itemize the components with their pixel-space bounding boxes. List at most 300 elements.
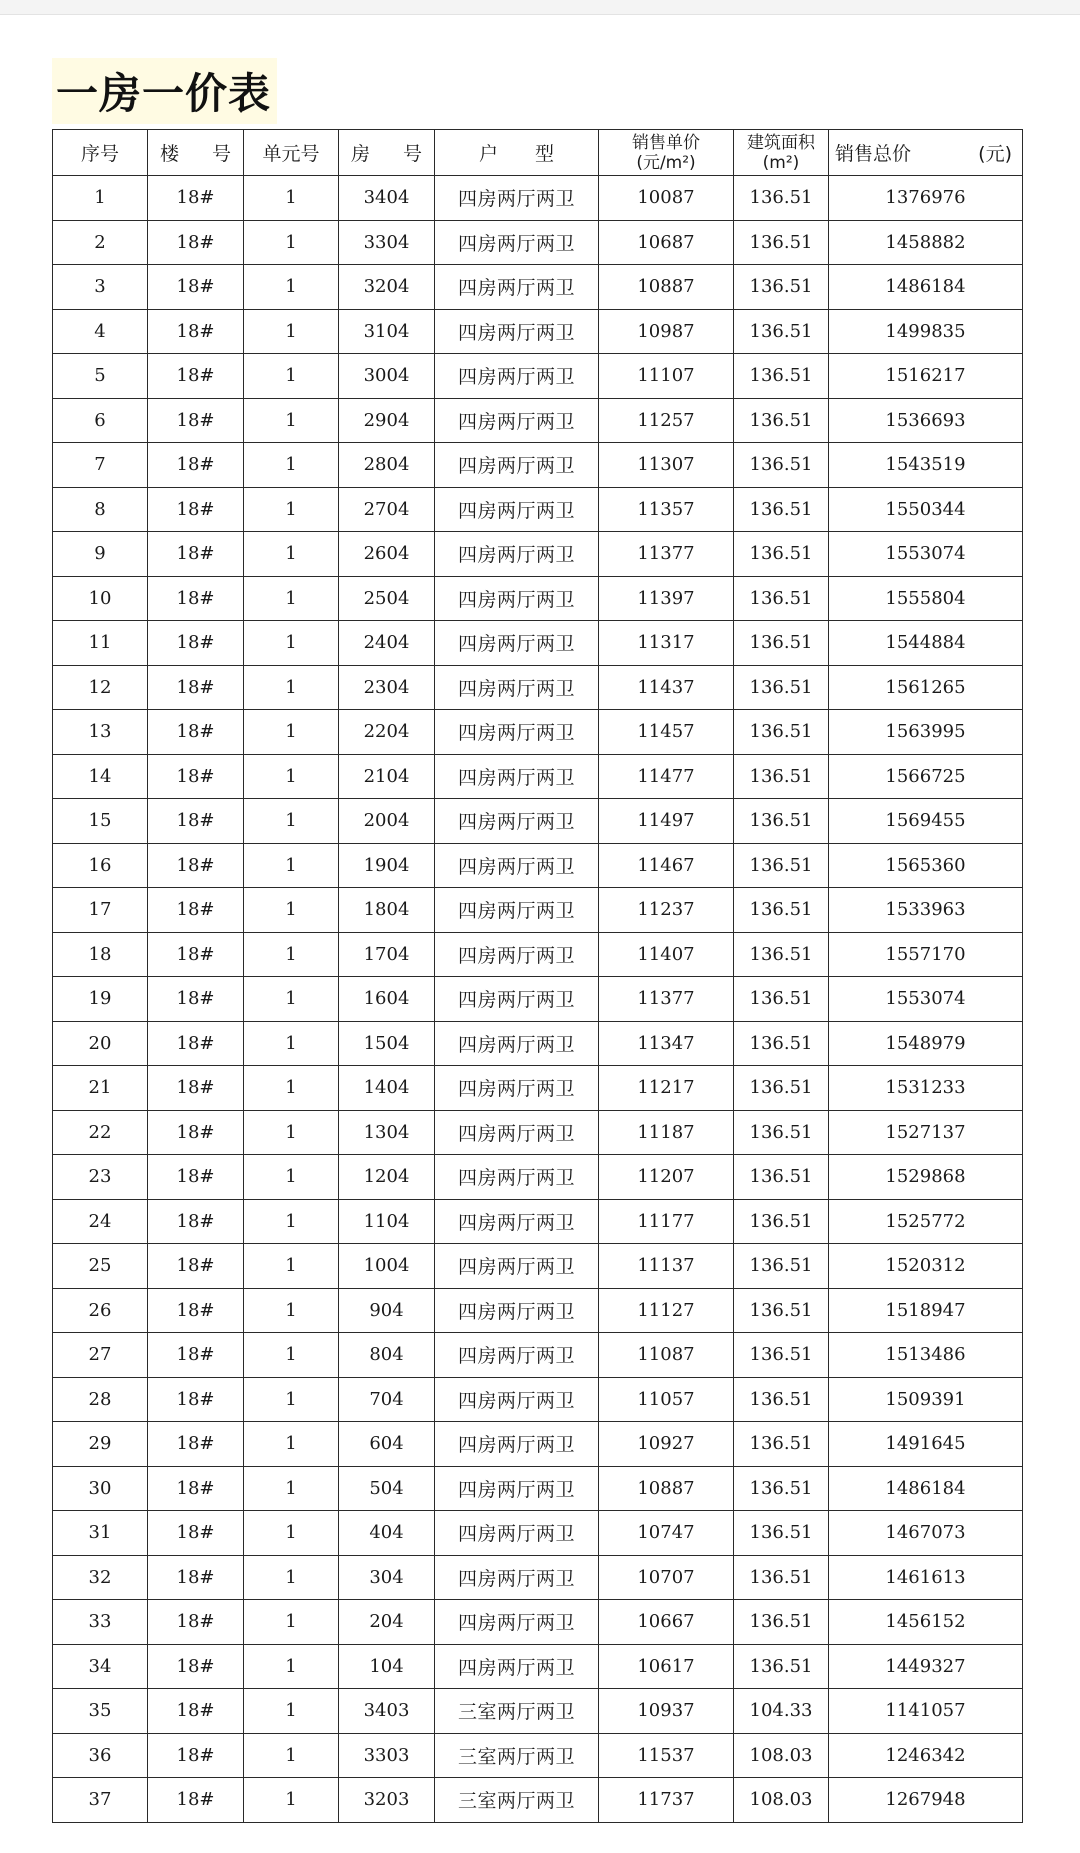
cell-room: 1004 <box>339 1244 435 1289</box>
cell-building: 18# <box>148 1288 244 1333</box>
cell-room: 404 <box>339 1511 435 1556</box>
table-row <box>53 487 1023 532</box>
cell-seq: 9 <box>53 532 148 577</box>
cell-seq: 4 <box>53 309 148 354</box>
cell-building: 18# <box>148 1155 244 1200</box>
cell-room: 2104 <box>339 754 435 799</box>
cell-room: 804 <box>339 1333 435 1378</box>
table-row <box>53 1511 1023 1556</box>
cell-area: 136.51 <box>734 576 829 621</box>
cell-seq: 1 <box>53 176 148 221</box>
table-row <box>53 1689 1023 1734</box>
cell-room: 3104 <box>339 309 435 354</box>
cell-unit: 1 <box>244 309 339 354</box>
cell-total-price: 1449327 <box>829 1644 1023 1689</box>
cell-area: 136.51 <box>734 309 829 354</box>
cell-type: 四房两厅两卫 <box>435 754 599 799</box>
cell-unit: 1 <box>244 443 339 488</box>
cell-type: 四房两厅两卫 <box>435 220 599 265</box>
cell-area: 136.51 <box>734 1021 829 1066</box>
cell-seq: 8 <box>53 487 148 532</box>
cell-building: 18# <box>148 1733 244 1778</box>
cell-total-price: 1513486 <box>829 1333 1023 1378</box>
cell-room: 1704 <box>339 932 435 977</box>
cell-room: 1204 <box>339 1155 435 1200</box>
cell-unit-price: 10987 <box>599 309 734 354</box>
cell-type: 四房两厅两卫 <box>435 265 599 310</box>
cell-seq: 35 <box>53 1689 148 1734</box>
cell-area: 136.51 <box>734 1555 829 1600</box>
cell-type: 四房两厅两卫 <box>435 1288 599 1333</box>
cell-unit: 1 <box>244 220 339 265</box>
cell-total-price: 1376976 <box>829 176 1023 221</box>
cell-building: 18# <box>148 1377 244 1422</box>
table-body <box>53 176 1023 1823</box>
cell-unit: 1 <box>244 1466 339 1511</box>
table-row <box>53 532 1023 577</box>
cell-total-price: 1520312 <box>829 1244 1023 1289</box>
cell-unit: 1 <box>244 1333 339 1378</box>
cell-room: 2904 <box>339 398 435 443</box>
cell-building: 18# <box>148 265 244 310</box>
cell-unit-price: 11187 <box>599 1110 734 1155</box>
cell-total-price: 1565360 <box>829 843 1023 888</box>
cell-unit: 1 <box>244 843 339 888</box>
header-row <box>53 130 1023 176</box>
cell-type: 四房两厅两卫 <box>435 309 599 354</box>
cell-unit-price: 11347 <box>599 1021 734 1066</box>
cell-total-price: 1486184 <box>829 1466 1023 1511</box>
cell-building: 18# <box>148 1021 244 1066</box>
cell-seq: 32 <box>53 1555 148 1600</box>
cell-unit: 1 <box>244 621 339 666</box>
cell-unit: 1 <box>244 176 339 221</box>
cell-unit: 1 <box>244 1511 339 1556</box>
cell-area: 136.51 <box>734 1600 829 1645</box>
cell-building: 18# <box>148 1244 244 1289</box>
cell-building: 18# <box>148 1511 244 1556</box>
cell-building: 18# <box>148 398 244 443</box>
cell-room: 204 <box>339 1600 435 1645</box>
cell-room: 3004 <box>339 354 435 399</box>
table-row <box>53 1199 1023 1244</box>
cell-building: 18# <box>148 932 244 977</box>
cell-unit: 1 <box>244 754 339 799</box>
table-row <box>53 1733 1023 1778</box>
cell-area: 136.51 <box>734 1199 829 1244</box>
cell-area: 136.51 <box>734 799 829 844</box>
cell-unit-price: 11177 <box>599 1199 734 1244</box>
cell-total-price: 1543519 <box>829 443 1023 488</box>
cell-type: 三室两厅两卫 <box>435 1733 599 1778</box>
cell-area: 136.51 <box>734 354 829 399</box>
table-row <box>53 354 1023 399</box>
cell-area: 136.51 <box>734 265 829 310</box>
cell-unit: 1 <box>244 1288 339 1333</box>
header-building: 楼 号 <box>148 130 244 176</box>
table-row <box>53 799 1023 844</box>
cell-room: 3203 <box>339 1778 435 1823</box>
cell-area: 136.51 <box>734 977 829 1022</box>
cell-building: 18# <box>148 621 244 666</box>
table-row <box>53 1466 1023 1511</box>
cell-seq: 20 <box>53 1021 148 1066</box>
cell-type: 四房两厅两卫 <box>435 1511 599 1556</box>
cell-unit: 1 <box>244 1377 339 1422</box>
cell-unit: 1 <box>244 1422 339 1467</box>
cell-type: 四房两厅两卫 <box>435 843 599 888</box>
cell-unit-price: 10937 <box>599 1689 734 1734</box>
cell-building: 18# <box>148 220 244 265</box>
cell-seq: 23 <box>53 1155 148 1200</box>
cell-total-price: 1525772 <box>829 1199 1023 1244</box>
cell-room: 3403 <box>339 1689 435 1734</box>
cell-building: 18# <box>148 176 244 221</box>
cell-room: 2004 <box>339 799 435 844</box>
cell-total-price: 1246342 <box>829 1733 1023 1778</box>
cell-area: 136.51 <box>734 1110 829 1155</box>
cell-type: 四房两厅两卫 <box>435 176 599 221</box>
cell-unit-price: 11407 <box>599 932 734 977</box>
cell-room: 1904 <box>339 843 435 888</box>
table-row <box>53 621 1023 666</box>
cell-total-price: 1516217 <box>829 354 1023 399</box>
cell-total-price: 1566725 <box>829 754 1023 799</box>
cell-seq: 6 <box>53 398 148 443</box>
cell-type: 四房两厅两卫 <box>435 977 599 1022</box>
cell-unit: 1 <box>244 665 339 710</box>
cell-building: 18# <box>148 532 244 577</box>
cell-area: 136.51 <box>734 1244 829 1289</box>
cell-unit-price: 11377 <box>599 532 734 577</box>
header-room: 房 号 <box>339 130 435 176</box>
cell-area: 108.03 <box>734 1778 829 1823</box>
table-row <box>53 977 1023 1022</box>
cell-building: 18# <box>148 1600 244 1645</box>
cell-seq: 7 <box>53 443 148 488</box>
cell-type: 四房两厅两卫 <box>435 443 599 488</box>
cell-seq: 16 <box>53 843 148 888</box>
cell-total-price: 1491645 <box>829 1422 1023 1467</box>
cell-area: 136.51 <box>734 1377 829 1422</box>
cell-building: 18# <box>148 977 244 1022</box>
cell-unit: 1 <box>244 1155 339 1200</box>
cell-room: 904 <box>339 1288 435 1333</box>
table-row <box>53 1600 1023 1645</box>
cell-seq: 36 <box>53 1733 148 1778</box>
cell-area: 136.51 <box>734 888 829 933</box>
table-row <box>53 1066 1023 1111</box>
cell-type: 三室两厅两卫 <box>435 1689 599 1734</box>
cell-seq: 17 <box>53 888 148 933</box>
cell-unit-price: 10707 <box>599 1555 734 1600</box>
cell-unit: 1 <box>244 398 339 443</box>
cell-total-price: 1531233 <box>829 1066 1023 1111</box>
cell-seq: 18 <box>53 932 148 977</box>
table-row <box>53 665 1023 710</box>
cell-total-price: 1527137 <box>829 1110 1023 1155</box>
cell-seq: 11 <box>53 621 148 666</box>
cell-type: 四房两厅两卫 <box>435 888 599 933</box>
cell-unit-price: 10887 <box>599 1466 734 1511</box>
cell-unit-price: 10887 <box>599 265 734 310</box>
cell-unit-price: 10927 <box>599 1422 734 1467</box>
cell-room: 104 <box>339 1644 435 1689</box>
cell-room: 1604 <box>339 977 435 1022</box>
cell-area: 136.51 <box>734 1466 829 1511</box>
page-title: 一房一价表 <box>56 69 272 118</box>
table-row <box>53 888 1023 933</box>
cell-unit-price: 10667 <box>599 1600 734 1645</box>
cell-area: 136.51 <box>734 843 829 888</box>
cell-unit: 1 <box>244 977 339 1022</box>
cell-building: 18# <box>148 1110 244 1155</box>
cell-building: 18# <box>148 1333 244 1378</box>
cell-unit: 1 <box>244 932 339 977</box>
cell-area: 136.51 <box>734 220 829 265</box>
cell-seq: 14 <box>53 754 148 799</box>
cell-type: 四房两厅两卫 <box>435 1422 599 1467</box>
table-row <box>53 576 1023 621</box>
cell-type: 四房两厅两卫 <box>435 1466 599 1511</box>
cell-type: 四房两厅两卫 <box>435 354 599 399</box>
cell-seq: 15 <box>53 799 148 844</box>
header-total-price: 销售总价 (元) <box>829 130 1023 176</box>
cell-building: 18# <box>148 799 244 844</box>
cell-unit: 1 <box>244 1199 339 1244</box>
cell-total-price: 1518947 <box>829 1288 1023 1333</box>
cell-building: 18# <box>148 1689 244 1734</box>
cell-seq: 24 <box>53 1199 148 1244</box>
cell-type: 四房两厅两卫 <box>435 1333 599 1378</box>
cell-room: 604 <box>339 1422 435 1467</box>
cell-room: 1104 <box>339 1199 435 1244</box>
cell-building: 18# <box>148 888 244 933</box>
cell-room: 3204 <box>339 265 435 310</box>
table-row <box>53 265 1023 310</box>
cell-total-price: 1458882 <box>829 220 1023 265</box>
table-row <box>53 1110 1023 1155</box>
cell-room: 3304 <box>339 220 435 265</box>
cell-seq: 25 <box>53 1244 148 1289</box>
cell-area: 136.51 <box>734 621 829 666</box>
cell-type: 四房两厅两卫 <box>435 932 599 977</box>
cell-building: 18# <box>148 309 244 354</box>
cell-unit: 1 <box>244 1021 339 1066</box>
cell-area: 136.51 <box>734 710 829 755</box>
cell-room: 3404 <box>339 176 435 221</box>
cell-seq: 13 <box>53 710 148 755</box>
top-status-strip <box>0 0 1080 15</box>
cell-type: 四房两厅两卫 <box>435 487 599 532</box>
cell-type: 四房两厅两卫 <box>435 1066 599 1111</box>
header-unit: 单元号 <box>244 130 339 176</box>
cell-type: 四房两厅两卫 <box>435 1244 599 1289</box>
cell-area: 136.51 <box>734 1155 829 1200</box>
cell-room: 2304 <box>339 665 435 710</box>
cell-area: 136.51 <box>734 443 829 488</box>
cell-unit: 1 <box>244 487 339 532</box>
cell-building: 18# <box>148 354 244 399</box>
cell-area: 136.51 <box>734 1333 829 1378</box>
cell-unit-price: 11457 <box>599 710 734 755</box>
cell-total-price: 1553074 <box>829 977 1023 1022</box>
cell-seq: 10 <box>53 576 148 621</box>
cell-unit-price: 11237 <box>599 888 734 933</box>
cell-total-price: 1461613 <box>829 1555 1023 1600</box>
cell-total-price: 1544884 <box>829 621 1023 666</box>
cell-building: 18# <box>148 1778 244 1823</box>
cell-area: 136.51 <box>734 532 829 577</box>
cell-seq: 29 <box>53 1422 148 1467</box>
cell-total-price: 1557170 <box>829 932 1023 977</box>
cell-unit: 1 <box>244 799 339 844</box>
cell-seq: 26 <box>53 1288 148 1333</box>
table-row <box>53 843 1023 888</box>
cell-area: 136.51 <box>734 398 829 443</box>
title-highlight <box>52 58 277 124</box>
cell-seq: 12 <box>53 665 148 710</box>
table-row <box>53 932 1023 977</box>
cell-room: 2704 <box>339 487 435 532</box>
cell-unit: 1 <box>244 888 339 933</box>
table-row <box>53 1422 1023 1467</box>
table-row <box>53 176 1023 221</box>
cell-building: 18# <box>148 1466 244 1511</box>
cell-unit-price: 11217 <box>599 1066 734 1111</box>
cell-seq: 30 <box>53 1466 148 1511</box>
header-seq: 序号 <box>53 130 148 176</box>
price-table <box>52 129 1023 1823</box>
table-row <box>53 1778 1023 1823</box>
table-row <box>53 1244 1023 1289</box>
cell-area: 136.51 <box>734 1066 829 1111</box>
cell-unit-price: 11137 <box>599 1244 734 1289</box>
cell-unit: 1 <box>244 1555 339 1600</box>
cell-total-price: 1569455 <box>829 799 1023 844</box>
cell-unit-price: 11537 <box>599 1733 734 1778</box>
cell-type: 四房两厅两卫 <box>435 1155 599 1200</box>
cell-unit-price: 11477 <box>599 754 734 799</box>
cell-unit-price: 11257 <box>599 398 734 443</box>
cell-unit: 1 <box>244 1244 339 1289</box>
cell-unit: 1 <box>244 1778 339 1823</box>
cell-unit-price: 11087 <box>599 1333 734 1378</box>
cell-type: 三室两厅两卫 <box>435 1778 599 1823</box>
cell-type: 四房两厅两卫 <box>435 1021 599 1066</box>
cell-unit-price: 11737 <box>599 1778 734 1823</box>
cell-area: 136.51 <box>734 1511 829 1556</box>
cell-area: 136.51 <box>734 754 829 799</box>
table-row <box>53 443 1023 488</box>
cell-room: 504 <box>339 1466 435 1511</box>
cell-unit: 1 <box>244 710 339 755</box>
cell-type: 四房两厅两卫 <box>435 398 599 443</box>
cell-room: 704 <box>339 1377 435 1422</box>
cell-type: 四房两厅两卫 <box>435 621 599 666</box>
cell-unit-price: 11127 <box>599 1288 734 1333</box>
cell-room: 1304 <box>339 1110 435 1155</box>
cell-building: 18# <box>148 1066 244 1111</box>
cell-unit-price: 11357 <box>599 487 734 532</box>
cell-area: 136.51 <box>734 176 829 221</box>
cell-room: 1504 <box>339 1021 435 1066</box>
cell-room: 1804 <box>339 888 435 933</box>
cell-seq: 33 <box>53 1600 148 1645</box>
cell-area: 136.51 <box>734 665 829 710</box>
cell-building: 18# <box>148 710 244 755</box>
cell-type: 四房两厅两卫 <box>435 1644 599 1689</box>
cell-building: 18# <box>148 443 244 488</box>
cell-type: 四房两厅两卫 <box>435 576 599 621</box>
cell-seq: 27 <box>53 1333 148 1378</box>
cell-room: 1404 <box>339 1066 435 1111</box>
cell-total-price: 1563995 <box>829 710 1023 755</box>
cell-type: 四房两厅两卫 <box>435 665 599 710</box>
cell-total-price: 1509391 <box>829 1377 1023 1422</box>
cell-seq: 3 <box>53 265 148 310</box>
cell-total-price: 1550344 <box>829 487 1023 532</box>
cell-total-price: 1561265 <box>829 665 1023 710</box>
cell-building: 18# <box>148 1422 244 1467</box>
cell-unit: 1 <box>244 1110 339 1155</box>
table-row <box>53 1155 1023 1200</box>
cell-unit-price: 10747 <box>599 1511 734 1556</box>
cell-total-price: 1529868 <box>829 1155 1023 1200</box>
cell-type: 四房两厅两卫 <box>435 1555 599 1600</box>
table-row <box>53 1021 1023 1066</box>
cell-unit-price: 11207 <box>599 1155 734 1200</box>
cell-unit-price: 11057 <box>599 1377 734 1422</box>
cell-total-price: 1486184 <box>829 265 1023 310</box>
cell-type: 四房两厅两卫 <box>435 1199 599 1244</box>
cell-unit-price: 11307 <box>599 443 734 488</box>
cell-type: 四房两厅两卫 <box>435 710 599 755</box>
cell-unit: 1 <box>244 1066 339 1111</box>
cell-room: 2504 <box>339 576 435 621</box>
cell-area: 136.51 <box>734 1422 829 1467</box>
cell-total-price: 1533963 <box>829 888 1023 933</box>
cell-total-price: 1141057 <box>829 1689 1023 1734</box>
cell-total-price: 1553074 <box>829 532 1023 577</box>
header-type: 户 型 <box>435 130 599 176</box>
cell-total-price: 1467073 <box>829 1511 1023 1556</box>
cell-area: 136.51 <box>734 1644 829 1689</box>
cell-room: 2404 <box>339 621 435 666</box>
cell-unit-price: 11497 <box>599 799 734 844</box>
cell-total-price: 1555804 <box>829 576 1023 621</box>
cell-seq: 21 <box>53 1066 148 1111</box>
cell-unit-price: 11377 <box>599 977 734 1022</box>
cell-seq: 28 <box>53 1377 148 1422</box>
cell-type: 四房两厅两卫 <box>435 532 599 577</box>
cell-unit: 1 <box>244 1644 339 1689</box>
table-row <box>53 220 1023 265</box>
cell-area: 104.33 <box>734 1689 829 1734</box>
cell-building: 18# <box>148 487 244 532</box>
cell-unit-price: 11397 <box>599 576 734 621</box>
cell-seq: 37 <box>53 1778 148 1823</box>
cell-type: 四房两厅两卫 <box>435 1600 599 1645</box>
cell-building: 18# <box>148 843 244 888</box>
cell-unit-price: 10087 <box>599 176 734 221</box>
cell-unit-price: 11107 <box>599 354 734 399</box>
cell-building: 18# <box>148 754 244 799</box>
cell-unit-price: 11317 <box>599 621 734 666</box>
cell-total-price: 1536693 <box>829 398 1023 443</box>
cell-unit: 1 <box>244 1733 339 1778</box>
cell-total-price: 1548979 <box>829 1021 1023 1066</box>
